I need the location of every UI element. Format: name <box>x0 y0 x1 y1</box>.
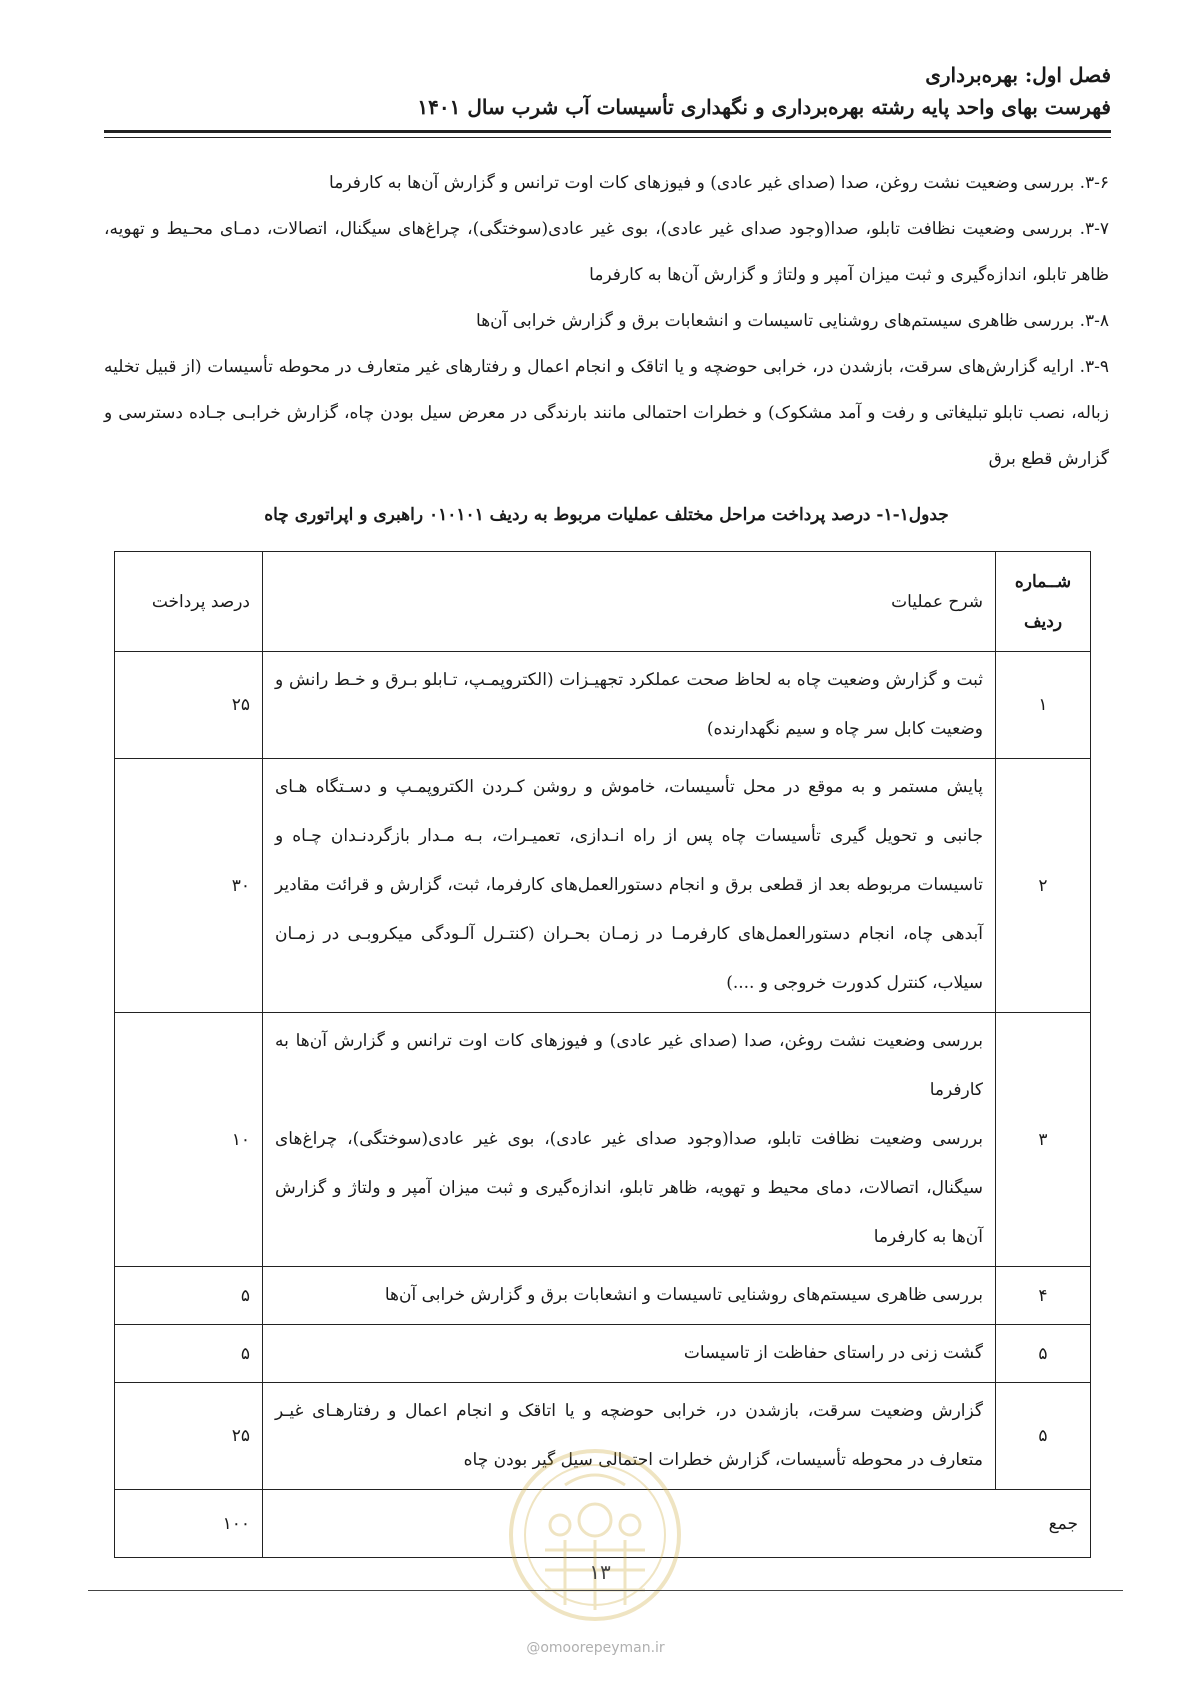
row-description: پایش مستمر و به موقع در محل تأسیسات، خاموش و روشن کـردن الکتروپمـپ و دسـتگاه هـای جانبی و تحویل گیری تأسیسات چاه پس از راه انـدازی، تعمیـرات، بـه مـدار بازگردنـدان چـاه و تاسیسات مربوطه بعد از قطعی برق و انجام دستورالعمل‌های کارفرما، ثبت، گزارش و قرائت مقادیر آبدهی چاه، انجام دستورالعمل‌های کارفرمـا در زمـان بحـران (کنتـرل آلـودگی میکروبـی در زمـان سیلاب، کنترل کدورت خروجی و ....) <box>263 759 996 1013</box>
row-number: ۲ <box>996 759 1091 1013</box>
header-rule-thin <box>104 137 1111 138</box>
header-rule-thick <box>104 130 1111 133</box>
table-row <box>115 759 1091 1013</box>
row-number: ۵ <box>996 1325 1091 1383</box>
body-text <box>104 160 1109 482</box>
paragraph-3-9: ۳-۹. ارایه گزارش‌های سرقت، بازشدن در، خرابی حوضچه و یا اتاقک و انجام اعمال و رفتارهای غیر متعارف در محوطه تأسیسات (از قبیل تخلیه زباله، نصب تابلو تبلیغاتی و رفت و آمد مشکوک) و خطرات احتمالی مانند بارندگی در معرض سیل بودن چاه، گزارش خرابـی جـاده دسترسی و گزارش قطع برق <box>104 357 1109 469</box>
header-percent: درصد پرداخت <box>115 552 263 652</box>
table-row <box>115 1267 1091 1325</box>
row-percent: ۲۵ <box>115 1383 263 1490</box>
total-label: جمع <box>263 1490 1091 1558</box>
header-description: شرح عملیات <box>263 552 996 652</box>
page-header <box>81 58 1111 122</box>
row-number: ۴ <box>996 1267 1091 1325</box>
table-caption: جدول۱-۱- درصد پرداخت مراحل مختلف عملیات مربوط به ردیف ۰۱۰۱۰۱ راهبری و اپراتوری چاه <box>264 505 949 525</box>
total-percent: ۱۰۰ <box>115 1490 263 1558</box>
table-row <box>115 652 1091 759</box>
row-description: ثبت و گزارش وضعیت چاه به لحاظ صحت عملکرد تجهیـزات (الکتروپمـپ، تـابلو بـرق و خـط رانش و وضعیت کابل سر چاه و سیم نگهدارنده) <box>263 652 996 759</box>
row-percent: ۳۰ <box>115 759 263 1013</box>
operations-table <box>114 551 1091 1558</box>
row-percent: ۵ <box>115 1267 263 1325</box>
row-percent: ۵ <box>115 1325 263 1383</box>
table-row <box>115 1325 1091 1383</box>
row-description: گشت زنی در راستای حفاظت از تاسیسات <box>263 1325 996 1383</box>
table-header-row <box>115 552 1091 652</box>
site-watermark-text: @omoorepeyman.ir <box>526 1640 665 1656</box>
row-description-part: بررسی وضعیت نشت روغن، صدا (صدای غیر عادی) و فیوزهای کات اوت ترانس و گزارش آن‌ها به کارفرما <box>275 1031 983 1100</box>
document-subtitle: فهرست بهای واحد پایه رشته بهره‌برداری و نگهداری تأسیسات آب شرب سال ۱۴۰۱ <box>417 95 1111 119</box>
footer-rule <box>88 1590 1123 1591</box>
row-percent: ۱۰ <box>115 1013 263 1267</box>
page-number: ۱۳ <box>589 1560 611 1584</box>
row-description: بررسی ظاهری سیستم‌های روشنایی تاسیسات و انشعابات برق و گزارش خرابی آن‌ها <box>263 1267 996 1325</box>
paragraph-3-7: ۳-۷. بررسی وضعیت نظافت تابلو، صدا(وجود صدای غیر عادی)، بوی غیر عادی(سوختگی)، چراغ‌های سیگنال، اتصالات، دمـای محـیط و تهویه، ظاهر تابلو، اندازه‌گیری و ثبت میزان آمپر و ولتاژ و گزارش آن‌ها به کارفرما <box>104 219 1109 285</box>
row-number: ۵ <box>996 1383 1091 1490</box>
paragraph-3-8: ۳-۸. بررسی ظاهری سیستم‌های روشنایی تاسیسات و انشعابات برق و گزارش خرابی آن‌ها <box>476 311 1109 331</box>
paragraph-3-6: ۳-۶. بررسی وضعیت نشت روغن، صدا (صدای غیر عادی) و فیوزهای کات اوت ترانس و گزارش آن‌ها به کارفرما <box>329 173 1109 193</box>
row-description <box>263 1013 996 1267</box>
watermark-logo <box>505 1440 685 1630</box>
row-percent: ۲۵ <box>115 652 263 759</box>
row-description-part: بررسی وضعیت نظافت تابلو، صدا(وجود صدای غیر عادی)، بوی غیر عادی(سوختگی)، چراغ‌های سیگنال، اتصالات، دمای محیط و تهویه، ظاهر تابلو، اندازه‌گیری و ثبت میزان آمپر و ولتاژ و گزارش آن‌ها به کارفرما <box>275 1129 983 1247</box>
row-number: ۳ <box>996 1013 1091 1267</box>
row-number: ۱ <box>996 652 1091 759</box>
chapter-title: فصل اول: بهره‌برداری <box>925 63 1111 87</box>
header-row-number: شــماره ردیف <box>996 552 1091 652</box>
table-row <box>115 1013 1091 1267</box>
row-description: گزارش وضعیت سرقت، بازشدن در، خرابی حوضچه و یا اتاقک و انجام اعمال و رفتارهـای غیـر متعارف در محوطه تأسیسات، گزارش خطرات احتمالی سیل گیر بودن چاه <box>263 1383 996 1490</box>
